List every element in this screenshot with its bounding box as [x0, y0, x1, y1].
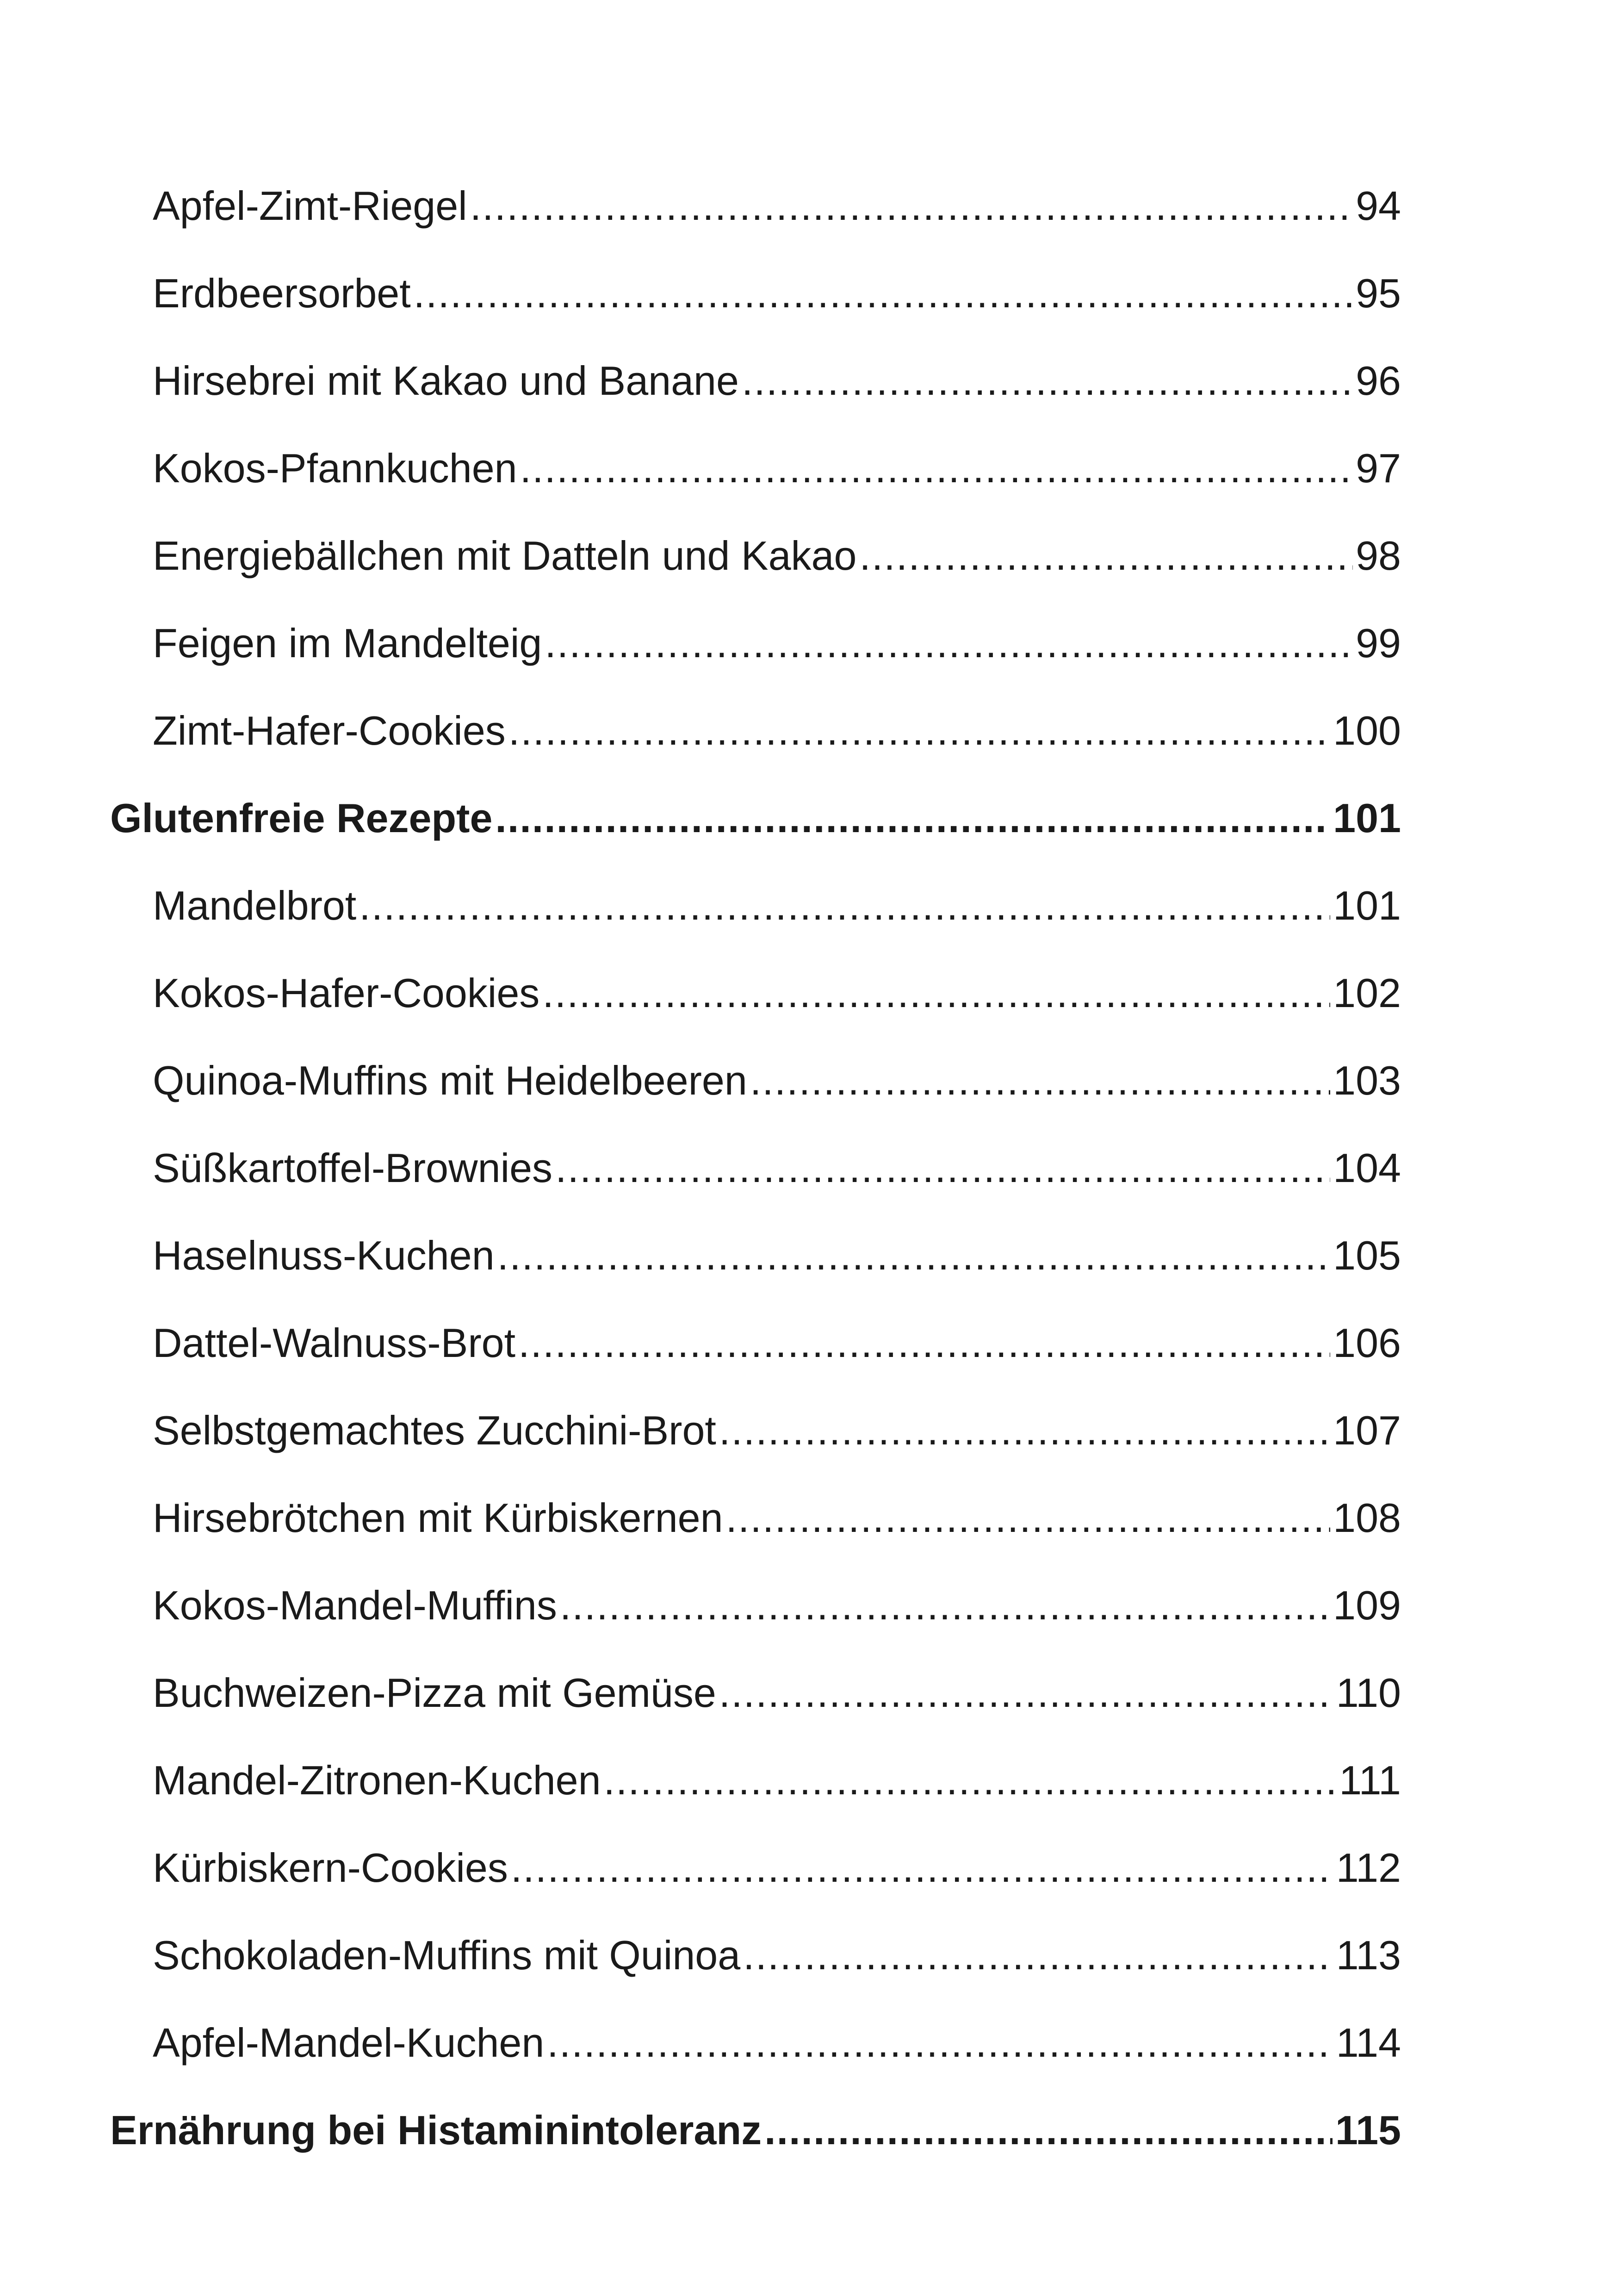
- toc-entry[interactable]: [110, 687, 1401, 774]
- toc-entry-title: Mandelbrot: [153, 883, 357, 928]
- dot-leader: [859, 512, 1353, 599]
- toc-entry-page: 110: [1336, 1670, 1401, 1716]
- toc-entry-page: 107: [1333, 1407, 1401, 1453]
- toc-entry[interactable]: [110, 1037, 1401, 1124]
- dot-leader: [520, 424, 1353, 512]
- toc-entry[interactable]: [110, 1474, 1401, 1562]
- dot-leader: [511, 1824, 1333, 1911]
- toc-entry-page: 112: [1336, 1845, 1401, 1891]
- toc-entry-title: Hirsebrei mit Kakao und Banane: [153, 358, 739, 404]
- dot-leader: [470, 162, 1353, 249]
- toc-entry[interactable]: [110, 599, 1401, 687]
- toc-entry-page: 103: [1333, 1058, 1401, 1103]
- dot-leader: [359, 862, 1330, 949]
- toc-entry[interactable]: [110, 949, 1401, 1037]
- toc-entry-title: Zimt-Hafer-Cookies: [153, 708, 506, 753]
- toc-entry-page: 108: [1333, 1495, 1401, 1541]
- toc-entry-page: 109: [1333, 1582, 1401, 1628]
- toc-entry[interactable]: [110, 1562, 1401, 1649]
- toc-entry-title: Apfel-Mandel-Kuchen: [153, 2020, 545, 2066]
- dot-leader: [508, 687, 1330, 774]
- toc-entry[interactable]: [110, 1649, 1401, 1736]
- toc-entry-page: 101: [1333, 883, 1401, 928]
- dot-leader: [719, 1649, 1333, 1736]
- toc-entry-title: Haselnuss-Kuchen: [153, 1232, 495, 1278]
- toc-entry-title: Energiebällchen mit Datteln und Kakao: [153, 533, 857, 579]
- dot-leader: [495, 774, 1330, 862]
- toc-entry-title: Selbstgemachtes Zucchini-Brot: [153, 1407, 716, 1453]
- toc-entry-page: 97: [1356, 445, 1401, 491]
- toc-entry[interactable]: [110, 1736, 1401, 1824]
- toc-section-page: 115: [1335, 2107, 1401, 2153]
- toc-entry-title: Schokoladen-Muffins mit Quinoa: [153, 1932, 741, 1978]
- toc-section-title: Ernährung bei Histaminintoleranz: [110, 2107, 762, 2153]
- toc-entry[interactable]: [110, 1212, 1401, 1299]
- dot-leader: [764, 2086, 1333, 2174]
- toc-entry[interactable]: [110, 1299, 1401, 1387]
- toc-entry[interactable]: [110, 1124, 1401, 1212]
- dot-leader: [750, 1037, 1330, 1124]
- toc-entry-page: 100: [1333, 708, 1401, 753]
- toc-entry-title: Dattel-Walnuss-Brot: [153, 1320, 516, 1366]
- toc-entry-title: Buchweizen-Pizza mit Gemüse: [153, 1670, 716, 1716]
- toc-entry-title: Feigen im Mandelteig: [153, 620, 542, 666]
- dot-leader: [726, 1474, 1331, 1562]
- dot-leader: [542, 949, 1330, 1037]
- toc-entry-page: 114: [1336, 2020, 1401, 2066]
- toc-entry[interactable]: [110, 1824, 1401, 1911]
- toc-entry[interactable]: [110, 337, 1401, 424]
- toc-entry-page: 104: [1333, 1145, 1401, 1191]
- toc-entry-page: 105: [1333, 1232, 1401, 1278]
- dot-leader: [555, 1124, 1330, 1212]
- toc-entry[interactable]: [110, 1999, 1401, 2086]
- dot-leader: [414, 249, 1353, 337]
- toc-entry-title: Kokos-Pfannkuchen: [153, 445, 517, 491]
- toc-entry-page: 94: [1356, 183, 1401, 229]
- toc-entry[interactable]: [110, 862, 1401, 949]
- toc-entry-title: Kokos-Hafer-Cookies: [153, 970, 540, 1016]
- toc-entry-title: Hirsebrötchen mit Kürbiskernen: [153, 1495, 723, 1541]
- toc-entry-page: 113: [1336, 1932, 1401, 1978]
- toc-entry-title: Mandel-Zitronen-Kuchen: [153, 1757, 601, 1803]
- dot-leader: [545, 599, 1353, 687]
- toc-entry-title: Kokos-Mandel-Muffins: [153, 1582, 557, 1628]
- dot-leader: [547, 1999, 1333, 2086]
- toc-entry[interactable]: [110, 1911, 1401, 1999]
- toc-entry-title: Kürbiskern-Cookies: [153, 1845, 508, 1891]
- toc-entry-page: 102: [1333, 970, 1401, 1016]
- toc-entry-page: 96: [1356, 358, 1401, 404]
- dot-leader: [743, 1911, 1333, 1999]
- toc-entry-title: Süßkartoffel-Brownies: [153, 1145, 553, 1191]
- toc-section-heading[interactable]: [110, 2086, 1401, 2174]
- toc-section-title: Glutenfreie Rezepte: [110, 795, 493, 841]
- toc-entry-page: 111: [1339, 1757, 1401, 1803]
- dot-leader: [742, 337, 1353, 424]
- toc-entry-title: Quinoa-Muffins mit Heidelbeeren: [153, 1058, 747, 1103]
- toc-entry[interactable]: [110, 249, 1401, 337]
- dot-leader: [604, 1736, 1337, 1824]
- toc-entry[interactable]: [110, 162, 1401, 249]
- dot-leader: [560, 1562, 1330, 1649]
- toc-entry-title: Apfel-Zimt-Riegel: [153, 183, 467, 229]
- toc-entry-page: 106: [1333, 1320, 1401, 1366]
- toc-section-page: 101: [1333, 795, 1401, 841]
- toc-section-heading[interactable]: [110, 774, 1401, 862]
- toc-entry[interactable]: [110, 424, 1401, 512]
- toc-entry[interactable]: [110, 1387, 1401, 1474]
- toc-entry-page: 95: [1356, 270, 1401, 316]
- dot-leader: [719, 1387, 1330, 1474]
- dot-leader: [518, 1299, 1330, 1387]
- table-of-contents: [110, 162, 1401, 2174]
- toc-entry-page: 99: [1356, 620, 1401, 666]
- toc-entry-page: 98: [1356, 533, 1401, 579]
- toc-entry[interactable]: [110, 512, 1401, 599]
- toc-entry-title: Erdbeersorbet: [153, 270, 411, 316]
- dot-leader: [497, 1212, 1331, 1299]
